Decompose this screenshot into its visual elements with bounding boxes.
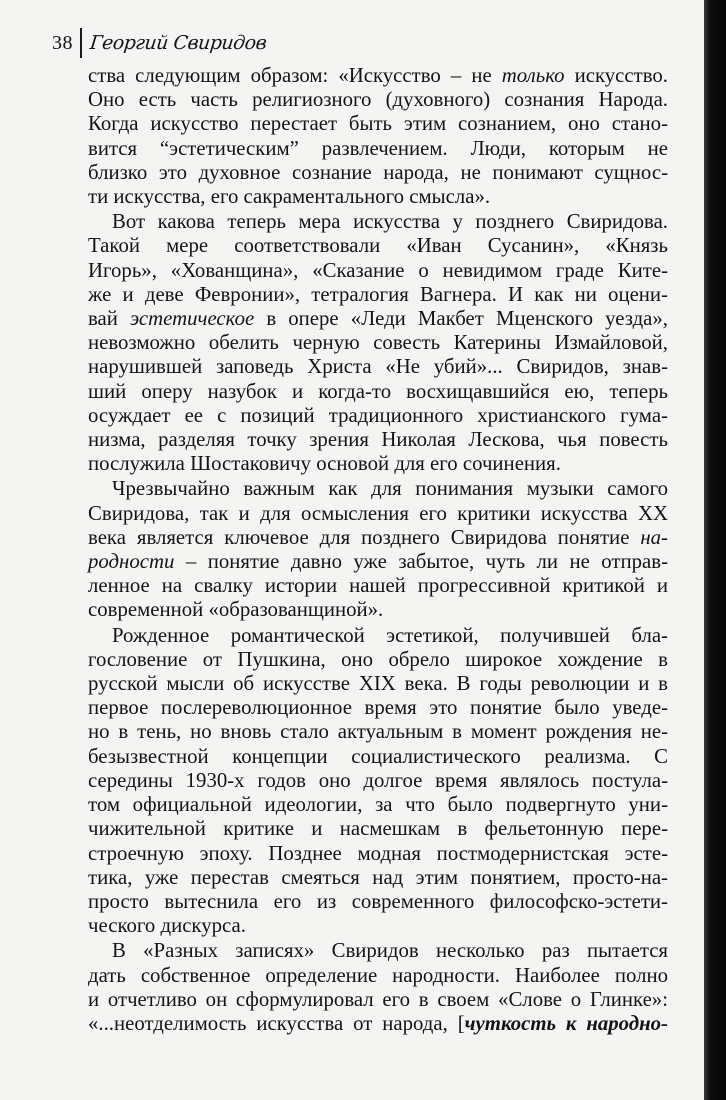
text-line — [88, 88, 668, 112]
text-run: «...неотделимость искусства от народа, [ — [88, 1011, 465, 1035]
text-run: Игорь», «Хованщина», «Сказание о невидимом граде Ките- — [88, 258, 668, 282]
text-line — [88, 112, 668, 136]
text-line — [88, 307, 668, 331]
running-head: Георгий Свиридов — [88, 32, 268, 54]
text-run: просто вытеснила его из современного философско-эстети- — [88, 889, 668, 913]
text-run: чижительной критике и насмешкам в фельетонную пере- — [88, 817, 668, 841]
paragraph — [88, 477, 668, 622]
header-divider — [80, 28, 82, 58]
text-run: Такой мере соответствовали «Иван Сусанин», «Князь — [88, 234, 668, 258]
text-run: Свиридова, так и для осмысления его критики искусства XX — [88, 501, 668, 525]
text-run: ти искусства, его сакраментального смысла». — [88, 185, 491, 209]
text-run: вай — [88, 307, 131, 331]
text-run: века является ключевое для позднего Свиридова понятие — [88, 525, 641, 549]
text-run: в опере «Леди Макбет Мценского уезда», — [254, 307, 669, 331]
text-line — [88, 502, 668, 526]
text-run: нарушившей заповедь Христа «Не убий»... Свиридов, знав- — [88, 355, 668, 379]
text-run: русской мысли об искусстве XIX века. В годы революции и в — [88, 672, 668, 696]
text-line — [88, 331, 668, 355]
text-run: дать собственное определение народности. Наиболее полно — [88, 963, 668, 987]
text-line — [88, 161, 668, 185]
text-line — [88, 355, 668, 379]
text-line — [88, 404, 668, 428]
text-run: осуждает ее с позиций традиционного христианского гума- — [88, 403, 668, 427]
text-run: ший оперу назубок и когда-то восхищавшийся ею, теперь — [88, 379, 668, 403]
text-line — [88, 914, 668, 938]
emphasized-text: родности — [88, 550, 175, 574]
text-run: безызвестной концепции социалистического реализма. С — [88, 744, 668, 768]
text-run: том официальной идеологии, за что было подвергнуто уни- — [88, 793, 668, 817]
emphasized-text: на- — [640, 525, 668, 549]
text-run: искусство. — [564, 64, 669, 87]
text-line — [88, 137, 668, 161]
text-line — [88, 745, 668, 769]
paragraph — [88, 939, 668, 1036]
text-line — [88, 574, 668, 598]
text-line — [88, 842, 668, 866]
emphasized-text: только — [501, 64, 565, 87]
text-run: и отчетливо он сформулировал его в своем «Слове о Глинке»: — [88, 987, 668, 1011]
text-line — [88, 964, 668, 988]
text-run: современной «образованщиной». — [88, 598, 384, 622]
text-line — [88, 452, 668, 476]
text-line — [88, 477, 668, 501]
text-line — [88, 380, 668, 404]
text-run: середины 1930-х годов оно долгое время являлось постула- — [88, 768, 668, 792]
paragraph — [88, 624, 668, 939]
text-line — [88, 672, 668, 696]
text-run: ческого дискурса. — [88, 914, 246, 938]
text-run: ства следующим образом: «Искусство – не — [88, 64, 502, 87]
text-run: строечную эпоху. Позднее модная постмодернистская эсте- — [88, 841, 668, 865]
text-line — [88, 428, 668, 452]
text-line — [88, 185, 668, 209]
text-run: – понятие давно уже забытое, чуть ли не отправ- — [174, 550, 668, 574]
text-line — [88, 210, 668, 234]
text-line — [88, 550, 668, 574]
text-run: Вот какова теперь мера искусства у позднего Свиридова. — [112, 210, 668, 234]
text-run: но в тень, но вновь стало актуальным в момент рождения не- — [88, 720, 668, 744]
text-run: невозможно обелить черную совесть Катерины Измайловой, — [88, 331, 668, 355]
text-run: Оно есть часть религиозного (духовного) сознания Народа. — [88, 88, 668, 112]
text-line — [88, 939, 668, 963]
text-line — [88, 64, 668, 88]
text-run: тика, уже перестав смеяться над этим понятием, просто-на- — [88, 865, 668, 889]
scan-edge-shadow — [704, 0, 726, 1100]
text-line — [88, 526, 668, 550]
page-header — [52, 28, 266, 58]
text-line — [88, 624, 668, 648]
text-line — [88, 866, 668, 890]
text-line — [88, 817, 668, 841]
text-line — [88, 259, 668, 283]
text-line — [88, 1012, 668, 1036]
emphasized-text: эстетическое — [130, 307, 255, 331]
text-line — [88, 720, 668, 744]
page-number: 38 — [52, 31, 73, 54]
text-run: Чрезвычайно важным как для понимания музыки самого — [112, 477, 668, 501]
text-line — [88, 769, 668, 793]
text-run: Когда искусство перестает быть этим сознанием, оно стано- — [88, 112, 668, 136]
paragraph — [88, 210, 668, 476]
text-run: ленное на свалку истории нашей прогрессивной критикой и — [88, 574, 668, 598]
body-text — [88, 64, 668, 1036]
text-line — [88, 793, 668, 817]
emphasized-text: чуткость к народно- — [464, 1011, 668, 1035]
paragraph — [88, 64, 668, 209]
text-run: низма, разделяя точку зрения Николая Лескова, чья повесть — [88, 428, 668, 452]
text-line — [88, 890, 668, 914]
text-run: В «Разных записях» Свиридов несколько раз пытается — [112, 939, 668, 963]
text-run: же и деве Февронии», тетралогия Вагнера. И как ни оцени- — [88, 282, 668, 306]
text-line — [88, 696, 668, 720]
text-line — [88, 648, 668, 672]
text-line — [88, 234, 668, 258]
text-line — [88, 598, 668, 622]
text-run: близко это духовное сознание народа, не понимают сущнос- — [88, 160, 668, 184]
text-run: послужила Шостаковичу основой для его сочинения. — [88, 452, 561, 476]
text-run: вится “эстетическим” развлечением. Люди, которым не — [88, 136, 668, 160]
text-line — [88, 283, 668, 307]
text-line — [88, 988, 668, 1012]
text-run: Рожденное романтической эстетикой, получившей бла- — [112, 623, 668, 647]
text-run: гословение от Пушкина, оно обрело широкое хождение в — [88, 647, 668, 671]
text-run: первое послереволюционное время это понятие было уведе- — [88, 696, 668, 720]
